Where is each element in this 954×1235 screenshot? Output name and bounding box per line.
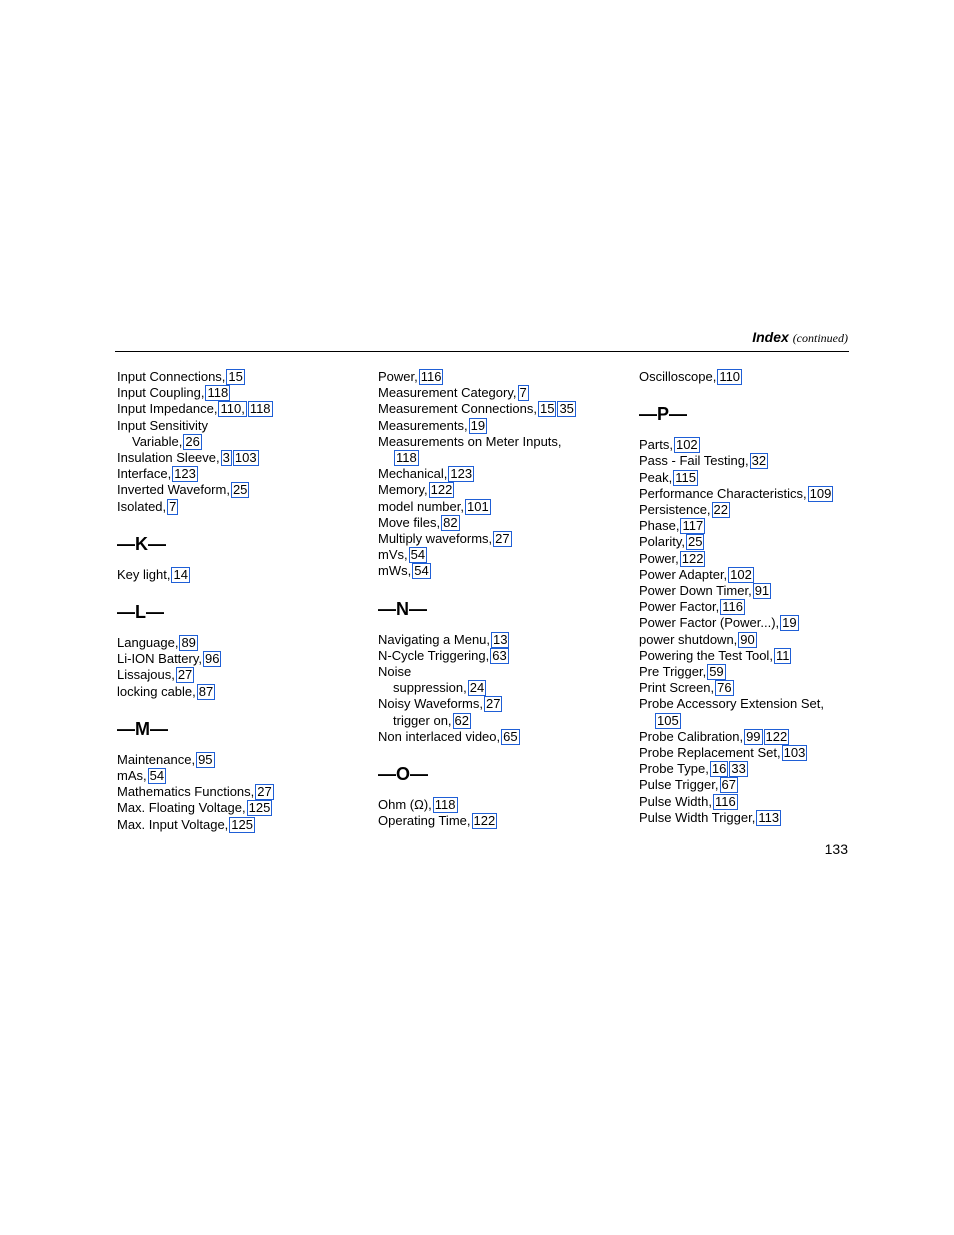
index-section-heading: —M— xyxy=(117,718,168,739)
index-term: Multiply waveforms, xyxy=(378,531,493,547)
index-term: Measurements, xyxy=(378,417,468,433)
page-link[interactable]: 109 xyxy=(809,485,832,501)
page-link[interactable]: 35 xyxy=(559,401,574,417)
index-term: Max. Floating Voltage, xyxy=(117,800,246,816)
page-link[interactable]: 117 xyxy=(682,518,704,534)
page-link[interactable]: 99 xyxy=(746,728,761,744)
index-term: Measurements on Meter Inputs, xyxy=(378,433,562,449)
index-term: Power Adapter, xyxy=(639,566,728,582)
page-link[interactable]: 103 xyxy=(234,450,257,466)
page-link[interactable]: 116 xyxy=(714,793,736,809)
page-link[interactable]: 90 xyxy=(740,631,755,647)
index-term: Probe Type, xyxy=(639,761,709,777)
index-term: Operating Time, xyxy=(378,813,471,829)
index-entry xyxy=(639,648,851,664)
page-link[interactable]: 118 xyxy=(396,450,417,466)
index-entry xyxy=(117,684,367,700)
index-term: Input Impedance, xyxy=(117,401,218,417)
index-entry xyxy=(378,531,628,547)
page-link[interactable]: 95 xyxy=(198,751,213,767)
index-term: Memory, xyxy=(378,482,428,498)
index-term: trigger on, xyxy=(393,712,452,728)
index-term: Polarity, xyxy=(639,534,685,550)
index-term: Input Sensitivity xyxy=(117,417,209,433)
index-entry xyxy=(117,635,367,651)
page-link[interactable]: 63 xyxy=(492,647,507,663)
page-link[interactable]: 54 xyxy=(149,768,165,784)
index-entry xyxy=(639,632,851,648)
page-link[interactable]: 27 xyxy=(257,784,272,800)
index-entry xyxy=(117,817,367,833)
index-entry xyxy=(378,563,628,579)
index-term: Interface, xyxy=(117,466,172,482)
index-entry xyxy=(639,470,851,486)
index-entry xyxy=(378,696,628,712)
index-term: Navigating a Menu, xyxy=(378,631,491,647)
page-link[interactable]: 116 xyxy=(420,369,442,384)
page-link[interactable]: 125 xyxy=(248,800,271,816)
index-entry xyxy=(639,794,851,810)
index-term: Move files, xyxy=(378,514,441,530)
page-link[interactable]: 91 xyxy=(754,583,770,599)
index-term: Noise xyxy=(378,664,412,680)
index-section-heading: —K— xyxy=(117,533,166,554)
page-link[interactable]: 19 xyxy=(782,615,797,631)
index-term: Variable, xyxy=(132,433,183,449)
page-link[interactable]: 33 xyxy=(731,761,746,777)
page-link[interactable]: 103 xyxy=(783,745,806,761)
page-link[interactable]: 123 xyxy=(450,466,473,482)
index-entry xyxy=(639,502,851,518)
page-link[interactable]: 65 xyxy=(503,728,518,744)
index-term: Input Coupling, xyxy=(117,385,205,401)
page-link[interactable]: 16 xyxy=(711,761,727,777)
page-link[interactable]: 122 xyxy=(765,728,788,744)
index-term: Mechanical, xyxy=(378,466,448,482)
index-term: Power, xyxy=(378,369,418,384)
index-entry xyxy=(639,437,851,453)
index-entry xyxy=(378,434,628,450)
index-term: Language, xyxy=(117,635,179,651)
index-entry xyxy=(378,450,628,466)
index-entry xyxy=(639,696,851,712)
index-term: Key light, xyxy=(117,566,171,582)
index-term: Insulation Sleeve, xyxy=(117,450,220,466)
page-link[interactable]: 19 xyxy=(470,417,486,433)
index-entry xyxy=(378,813,628,829)
index-term: Input Connections, xyxy=(117,369,226,384)
index-term: Parts, xyxy=(639,437,673,453)
page-link[interactable]: 113 xyxy=(758,809,780,825)
index-term: locking cable, xyxy=(117,683,196,699)
page-link[interactable]: 123 xyxy=(174,466,196,482)
index-term: Persistence, xyxy=(639,502,711,518)
page-link[interactable]: 105 xyxy=(657,712,679,728)
index-term: Pass - Fail Testing, xyxy=(639,453,749,469)
index-term: Probe Accessory Extension Set, xyxy=(639,696,824,712)
page-link[interactable]: 67 xyxy=(721,777,736,793)
index-entry xyxy=(378,729,628,745)
index-entry xyxy=(639,615,851,631)
index-entry xyxy=(639,369,851,385)
index-entry xyxy=(117,567,367,583)
page-link[interactable]: 3 xyxy=(222,450,230,466)
index-term: suppression, xyxy=(393,680,467,696)
page-link[interactable]: 11 xyxy=(775,647,790,663)
page-link[interactable]: 59 xyxy=(709,664,724,680)
index-entry xyxy=(639,551,851,567)
page-link[interactable]: 101 xyxy=(467,498,489,514)
index-entry xyxy=(378,632,628,648)
index-entry xyxy=(117,482,367,498)
index-entry xyxy=(378,648,628,664)
page-link[interactable]: 76 xyxy=(717,680,732,696)
index-term: Noisy Waveforms, xyxy=(378,696,483,712)
index-term: Pulse Width, xyxy=(639,793,712,809)
index-entry xyxy=(378,482,628,498)
page-number: 133 xyxy=(824,841,848,857)
index-term: mAs, xyxy=(117,768,147,784)
page-link[interactable]: 27 xyxy=(485,696,501,712)
index-term: Peak, xyxy=(639,469,673,485)
index-term: power shutdown, xyxy=(639,631,738,647)
page-link[interactable]: 110, xyxy=(220,401,245,417)
page-link[interactable]: 122 xyxy=(473,813,496,829)
index-term: Probe Calibration, xyxy=(639,728,744,744)
index-term: model number, xyxy=(378,498,464,514)
index-term: Power Factor, xyxy=(639,599,720,615)
index-entry xyxy=(117,800,367,816)
index-term: Oscilloscope, xyxy=(639,369,717,384)
index-entry xyxy=(639,664,851,680)
page-link[interactable]: 122 xyxy=(430,482,453,498)
page-link[interactable]: 102 xyxy=(675,437,698,453)
page-link[interactable]: 96 xyxy=(205,651,220,667)
index-term: Measurement Category, xyxy=(378,385,517,401)
page-link[interactable]: 102 xyxy=(730,566,752,582)
index-term: Pulse Trigger, xyxy=(639,777,719,793)
page-link[interactable]: 25 xyxy=(688,534,703,550)
index-term: Max. Input Voltage, xyxy=(117,816,229,832)
index-entry xyxy=(639,777,851,793)
index-section-heading: —O— xyxy=(378,764,429,785)
page-link[interactable]: 25 xyxy=(232,482,248,498)
running-header xyxy=(115,329,848,347)
page-link[interactable]: 118 xyxy=(207,385,229,401)
index-entry xyxy=(117,434,367,450)
index-term: Lissajous, xyxy=(117,667,175,683)
header-rule xyxy=(115,351,849,352)
page-link[interactable]: 26 xyxy=(185,433,200,449)
index-entry xyxy=(117,651,367,667)
index-entry xyxy=(639,761,851,777)
index-entry xyxy=(378,499,628,515)
index-term: mVs, xyxy=(378,547,408,563)
index-entry xyxy=(378,401,628,417)
index-entry xyxy=(639,486,851,502)
page-link[interactable]: 62 xyxy=(454,712,470,728)
index-entry xyxy=(117,768,367,784)
page-link[interactable]: 32 xyxy=(751,453,767,469)
index-term: Mathematics Functions, xyxy=(117,784,255,800)
index-entry xyxy=(117,667,367,683)
index-entry xyxy=(639,599,851,615)
index-column-2 xyxy=(378,369,628,829)
index-section-heading: —P— xyxy=(639,404,688,425)
index-entry xyxy=(639,453,851,469)
index-term: Powering the Test Tool, xyxy=(639,647,773,663)
index-entry xyxy=(378,418,628,434)
page-link[interactable]: 110 xyxy=(719,369,741,384)
page-link[interactable]: 87 xyxy=(198,683,214,699)
page-link[interactable]: 118 xyxy=(249,401,271,417)
page-link[interactable]: 7 xyxy=(519,385,527,401)
index-entry xyxy=(117,369,367,385)
header-title: Index xyxy=(752,329,789,345)
page-link[interactable]: 13 xyxy=(493,631,508,647)
index-term: Power Down Timer, xyxy=(639,583,752,599)
header-subtitle: (continued) xyxy=(792,331,848,345)
index-term: Probe Replacement Set, xyxy=(639,745,781,761)
index-entry xyxy=(639,729,851,745)
index-entry xyxy=(639,518,851,534)
index-entry xyxy=(117,499,367,515)
page-link[interactable]: 122 xyxy=(681,550,704,566)
index-entry xyxy=(378,797,628,813)
index-entry xyxy=(639,680,851,696)
page-link[interactable]: 24 xyxy=(469,680,485,696)
index-section-heading: —N— xyxy=(378,598,427,619)
page-link[interactable]: 89 xyxy=(181,635,196,651)
index-term: Li-ION Battery, xyxy=(117,651,203,667)
index-entry xyxy=(378,369,628,385)
index-entry xyxy=(378,515,628,531)
page-link[interactable]: 15 xyxy=(228,369,243,384)
page-link[interactable]: 125 xyxy=(231,816,253,832)
index-entry xyxy=(639,810,851,826)
index-entry xyxy=(378,547,628,563)
index-entry xyxy=(639,713,851,729)
index-term: Isolated, xyxy=(117,498,167,514)
page-link[interactable]: 15 xyxy=(539,401,555,417)
index-entry xyxy=(639,745,851,761)
page-link[interactable]: 54 xyxy=(410,547,426,563)
index-term: Power Factor (Power...), xyxy=(639,615,780,631)
index-entry xyxy=(117,385,367,401)
index-entry xyxy=(378,466,628,482)
index-term: Pulse Width Trigger, xyxy=(639,809,756,825)
index-term: Maintenance, xyxy=(117,751,196,767)
index-entry xyxy=(117,418,367,434)
page-link[interactable]: 116 xyxy=(722,599,743,615)
index-term: Inverted Waveform, xyxy=(117,482,230,498)
index-term: Measurement Connections, xyxy=(378,401,537,417)
page-link[interactable]: 7 xyxy=(169,498,177,514)
index-column-1 xyxy=(117,369,367,833)
page-link[interactable]: 22 xyxy=(713,502,729,518)
index-column-3 xyxy=(639,369,851,826)
index-term: Print Screen, xyxy=(639,680,715,696)
index-entry xyxy=(639,567,851,583)
page-link[interactable]: 115 xyxy=(675,469,696,485)
page-link[interactable]: 54 xyxy=(414,563,429,579)
index-entry xyxy=(117,401,367,417)
index-entry xyxy=(117,752,367,768)
index-entry xyxy=(117,784,367,800)
page-link[interactable]: 14 xyxy=(173,566,188,582)
index-entry xyxy=(117,450,367,466)
index-entry xyxy=(378,664,628,680)
page-link[interactable]: 27 xyxy=(177,667,193,683)
index-entry xyxy=(639,534,851,550)
page-link[interactable]: 27 xyxy=(495,531,510,547)
index-entry xyxy=(378,713,628,729)
index-term: Non interlaced video, xyxy=(378,728,501,744)
index-section-heading: —L— xyxy=(117,602,164,623)
index-entry xyxy=(378,385,628,401)
index-term: N-Cycle Triggering, xyxy=(378,647,490,663)
index-term: Power, xyxy=(639,550,679,566)
index-term: Phase, xyxy=(639,518,680,534)
index-term: mWs, xyxy=(378,563,412,579)
index-entry xyxy=(378,680,628,696)
index-term: Ohm (Ω), xyxy=(378,797,432,813)
page-link[interactable]: 82 xyxy=(443,514,458,530)
index-entry xyxy=(639,583,851,599)
index-term: Pre Trigger, xyxy=(639,664,707,680)
page-link[interactable]: 118 xyxy=(434,797,456,813)
index-entry xyxy=(117,466,367,482)
index-term: Performance Characteristics, xyxy=(639,485,807,501)
